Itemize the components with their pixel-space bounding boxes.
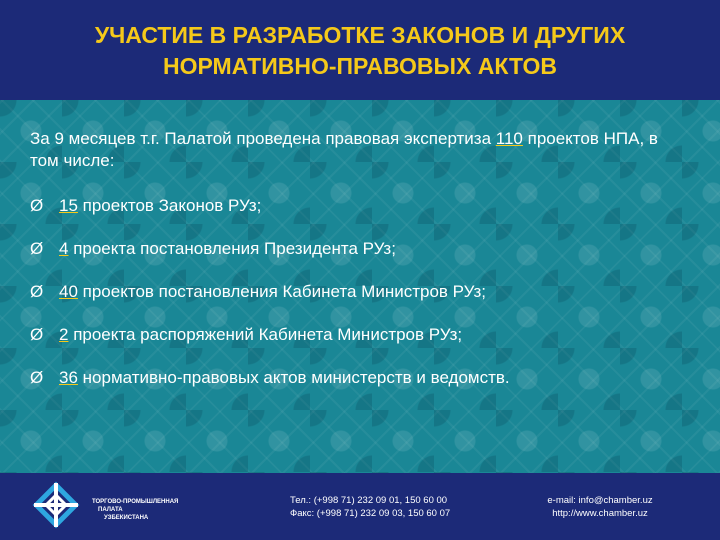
arrow-bullet-icon: Ø <box>30 196 44 215</box>
title-line-2: НОРМАТИВНО-ПРАВОВЫХ АКТОВ <box>163 53 557 79</box>
list-item <box>30 195 510 238</box>
title-line-1: УЧАСТИЕ В РАЗРАБОТКЕ ЗАКОНОВ И ДРУГИХ <box>94 22 626 48</box>
list-item <box>30 238 510 281</box>
expertise-list <box>30 195 510 410</box>
fax-number: Факс: (+998 71) 232 09 03, 150 60 07 <box>290 508 451 519</box>
item-number: 2 <box>59 325 69 344</box>
footer-bar <box>0 473 720 540</box>
arrow-bullet-icon: Ø <box>30 282 44 301</box>
content-area <box>0 100 720 473</box>
list-item <box>30 281 510 324</box>
item-text: проекта распоряжений Кабинета Министров РУз; <box>68 325 463 344</box>
slide-title <box>0 20 720 82</box>
org-line-2: ПАЛАТА <box>98 507 123 513</box>
item-text: нормативно-правовых актов министерств и ведомств. <box>77 368 510 387</box>
list-item <box>30 324 510 367</box>
arrow-bullet-icon: Ø <box>30 239 44 258</box>
intro-suffix: проектов НПА, в том числе: <box>30 129 658 170</box>
web-info <box>500 494 700 520</box>
arrow-bullet-icon: Ø <box>30 368 44 387</box>
item-text: проектов постановления Кабинета Министров РУз; <box>77 282 486 301</box>
intro-number: 110 <box>495 129 523 148</box>
item-text: проекта постановления Президента РУз; <box>68 239 396 258</box>
chamber-logo-icon <box>30 479 82 531</box>
list-item <box>30 367 510 410</box>
org-line-1: ТОРГОВО-ПРОМЫШЛЕННАЯ <box>92 499 179 505</box>
org-line-3: УЗБЕКИСТАНА <box>104 515 149 521</box>
title-banner <box>0 0 720 100</box>
email-link[interactable]: e-mail: info@chamber.uz <box>547 495 653 506</box>
item-number: 4 <box>59 239 69 258</box>
item-number: 40 <box>59 282 78 301</box>
organization-name <box>92 498 178 522</box>
contact-info <box>290 494 450 520</box>
item-text: проектов Законов РУз; <box>77 196 262 215</box>
website-link[interactable]: http://www.chamber.uz <box>552 508 648 519</box>
phone-number: Тел.: (+998 71) 232 09 01, 150 60 00 <box>290 495 448 506</box>
intro-paragraph <box>30 128 690 172</box>
intro-prefix: За 9 месяцев т.г. Палатой проведена правовая экспертиза <box>30 129 496 148</box>
item-number: 15 <box>59 196 78 215</box>
item-number: 36 <box>59 368 78 387</box>
arrow-bullet-icon: Ø <box>30 325 44 344</box>
